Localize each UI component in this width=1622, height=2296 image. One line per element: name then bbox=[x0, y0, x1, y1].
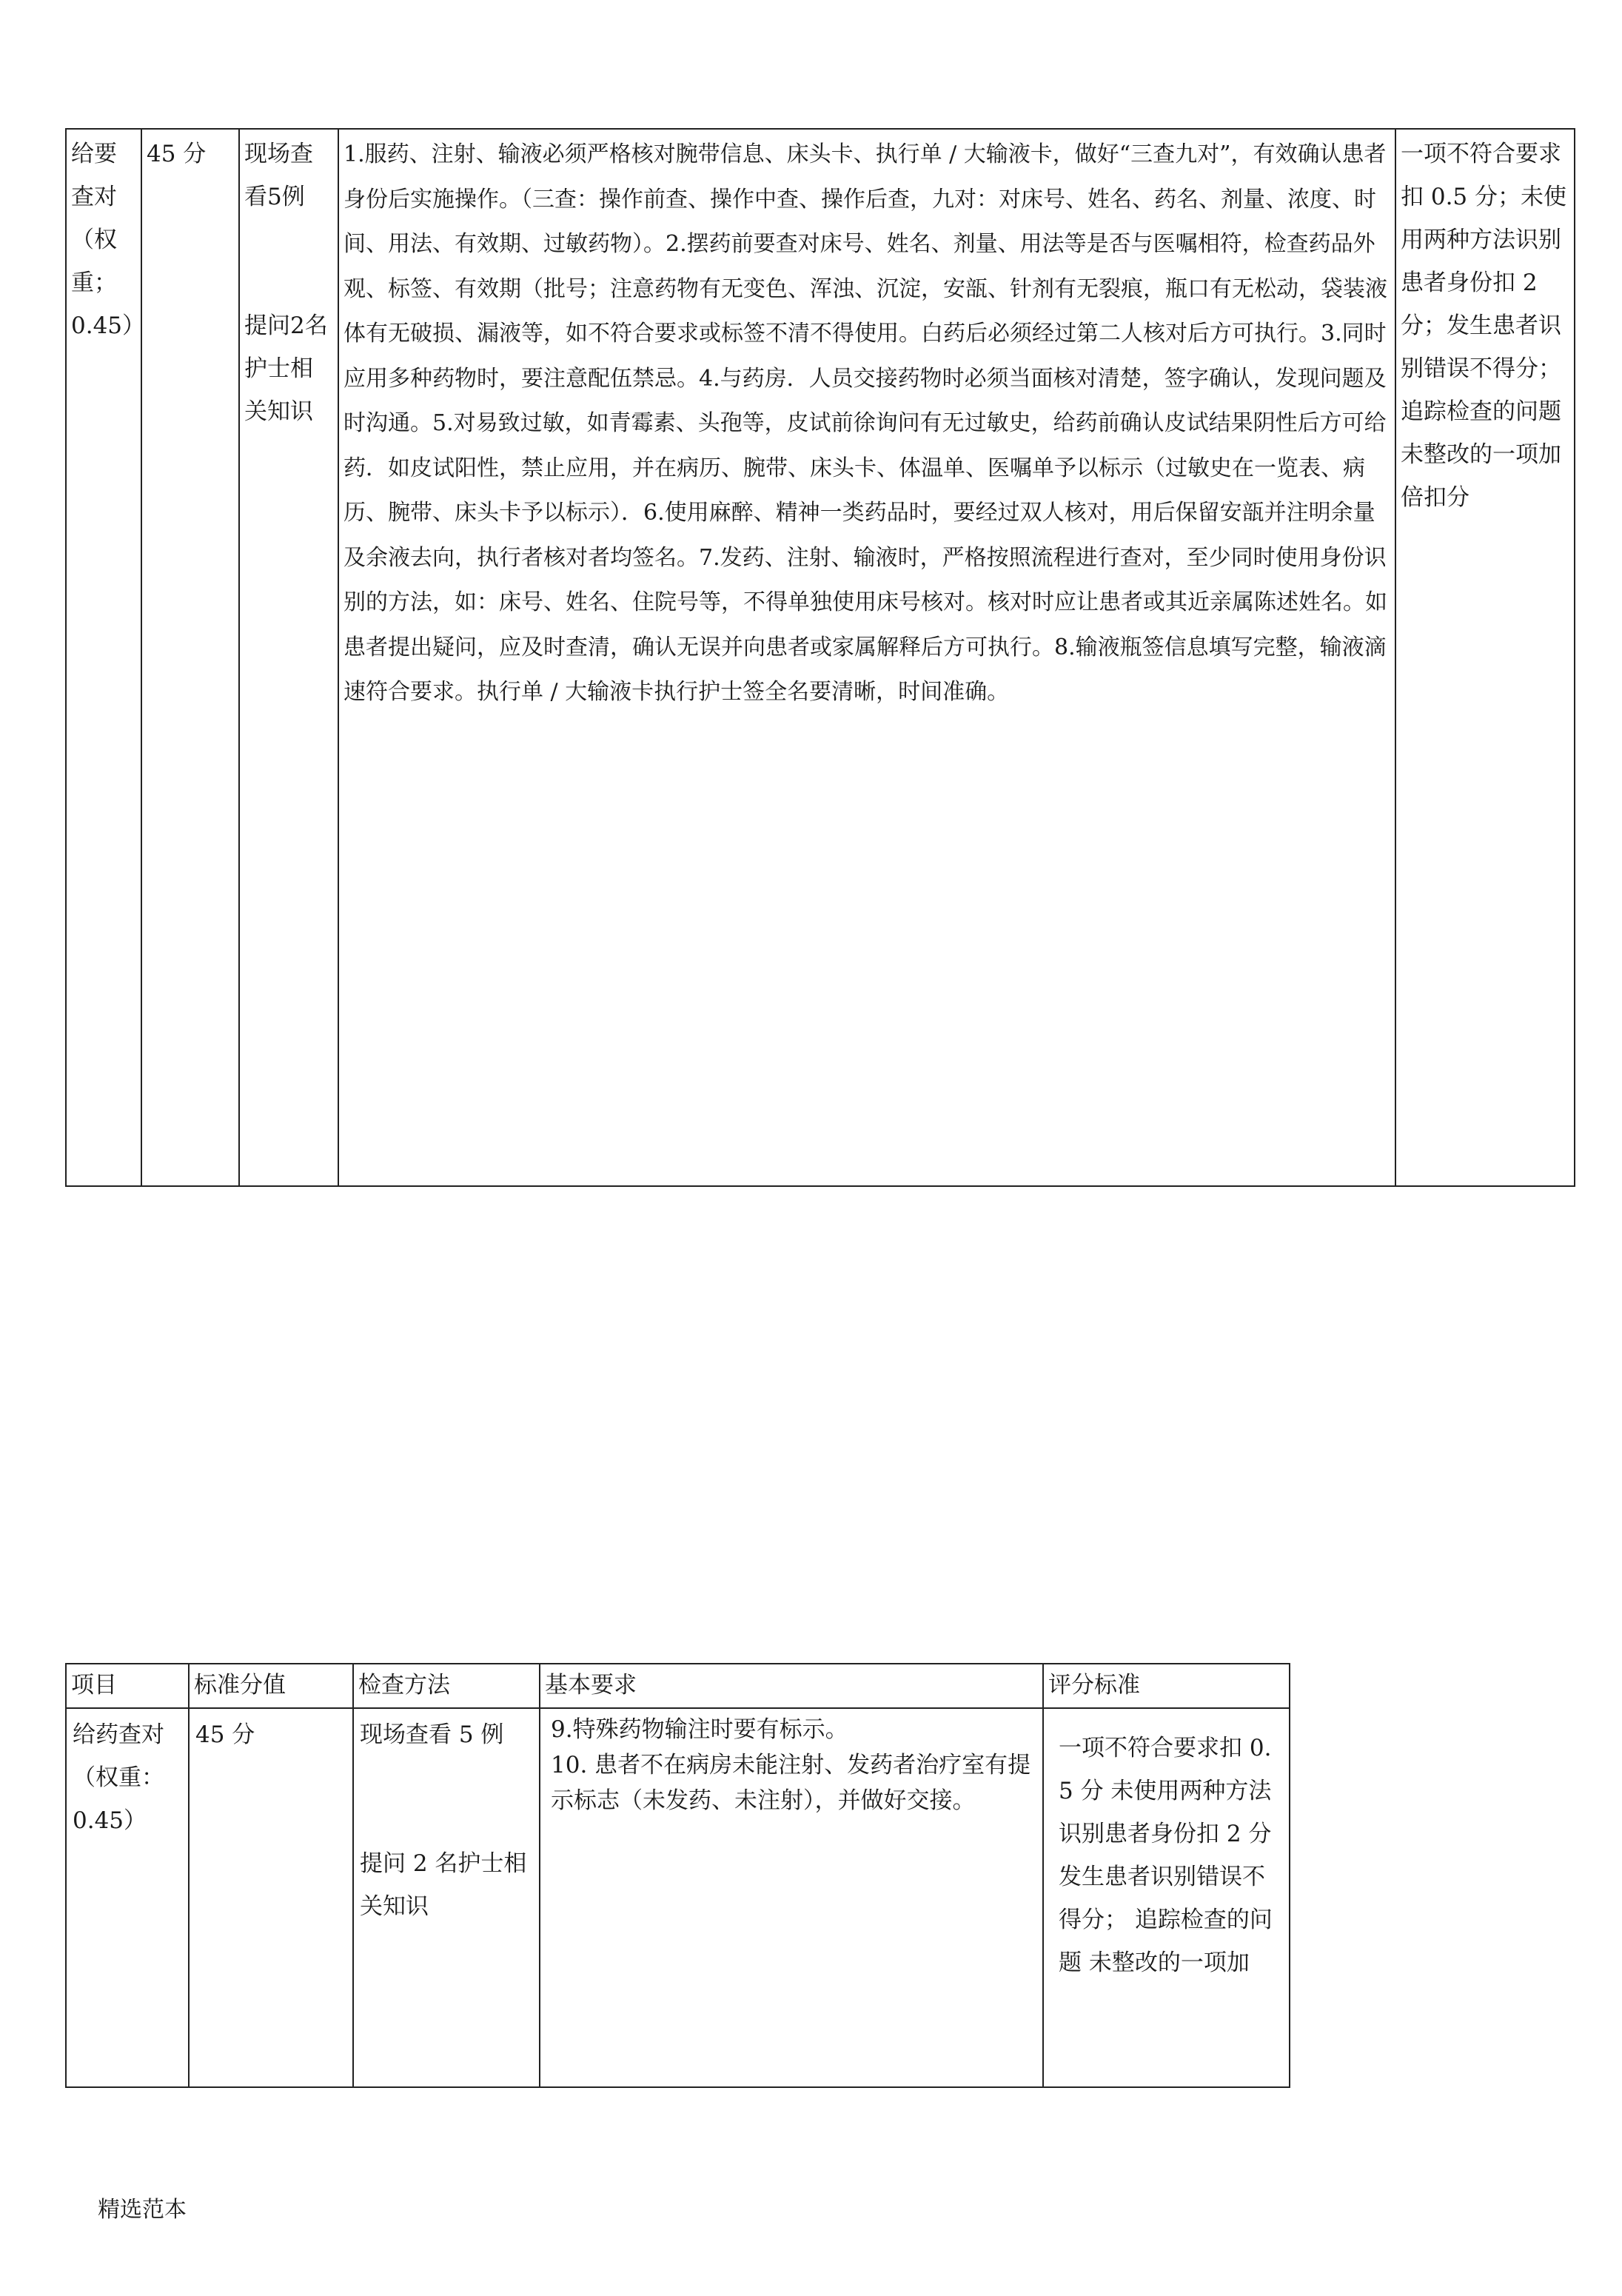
method-part-1: 现场查看5例 bbox=[244, 141, 313, 210]
assessment-table bbox=[65, 1663, 1290, 2088]
header-score: 标准分值 bbox=[189, 1664, 353, 1708]
header-scoring: 评分标准 bbox=[1043, 1664, 1290, 1708]
method-part-1: 现场查看 5 例 bbox=[360, 1721, 504, 1748]
header-requirements: 基本要求 bbox=[540, 1664, 1043, 1708]
item-text: 给要查对（权重；0.45） bbox=[71, 141, 146, 339]
method-cell bbox=[239, 129, 338, 1186]
score-text: 45 分 bbox=[147, 141, 207, 167]
assessment-table-continued bbox=[65, 128, 1575, 1187]
method-text bbox=[354, 1709, 539, 1932]
item-cell bbox=[66, 1708, 189, 2087]
method-text bbox=[240, 130, 338, 433]
item-cell bbox=[66, 129, 146, 1186]
score-cell bbox=[189, 1708, 353, 2087]
requirements-text: 1.服药、注射、输液必须严格核对腕带信息、床头卡、执行单 / 大输液卡，做好“三查九对”，有效确认患者身份后实施操作。（三查：操作前查、操作中查、操作后查，九对：对床号、姓名、药名、剂量、浓度、时间、用法、有效期、过敏药物）。2.摆药前要查对床号、姓名、剂量、用法等是否与医嘱相符，检查药品外观、标签、有效期（批号；注意药物有无变色、浑浊、沉淀，安瓿、针剂有无裂痕，瓶口有无松动，袋装液体有无破损、漏液等，如不符合要求或标签不清不得使用。白药后必须经过第二人核对后方可执行。3.同时应用多种药物时，要注意配伍禁忌。4.与药房．人员交接药物时必须当面核对清楚，签字确认，发现问题及时沟通。5.对易致过敏，如青霉素、头孢等，皮试前徐询问有无过敏史，给药前确认皮试结果阴性后方可给药．如皮试阳性，禁止应用，并在病历、腕带、床头卡、体温单、医嘱单予以标示（过敏史在一览表、病历、腕带、床头卡予以标示）．6.使用麻醉、精神一类药品时，要经过双人核对，用后保留安瓿并注明余量及余液去向，执行者核对者均签名。7.发药、注射、输液时，严格按照流程进行查对，至少同时使用身份识别的方法，如：床号、姓名、住院号等，不得单独使用床号核对。核对时应让患者或其近亲属陈述姓名。如患者提出疑问，应及时查清，确认无误并向患者或家属解释后方可执行。8.输液瓶签信息填写完整，输液滴速符合要求。执行单 / 大输液卡执行护士签全名要清晰，时间准确。 bbox=[343, 141, 1387, 705]
scoring-cell bbox=[1043, 1708, 1290, 2087]
score-cell bbox=[141, 129, 239, 1186]
scoring-text: 一项不符合要求扣 0.5 分 未使用两种方法 识别患者身份扣 2 分 发生患者识别错误不得分； 追踪检查的问题 未整改的一项加 bbox=[1059, 1735, 1273, 1976]
item-text: 给药查对（权重：0.45） bbox=[73, 1721, 164, 1834]
method-cell bbox=[353, 1708, 540, 2087]
requirement-item: 9.特殊药物输注时要有标示。 bbox=[551, 1716, 848, 1743]
score-text: 45 分 bbox=[195, 1721, 255, 1748]
requirements-cell bbox=[540, 1708, 1043, 2087]
table-row bbox=[66, 1708, 1290, 2087]
scoring-text: 一项不符合要求扣 0.5 分；未使用两种方法识别患者身份扣 2 分；发生患者识别错误不得分；追踪检查的问题未整改的一项加倍扣分 bbox=[1401, 141, 1567, 511]
method-part-2: 提问 2 名护士相关知识 bbox=[360, 1850, 527, 1920]
requirements-text bbox=[540, 1709, 1042, 1818]
header-item: 项目 bbox=[66, 1664, 189, 1708]
table-header-row bbox=[66, 1664, 1290, 1708]
header-method: 检查方法 bbox=[353, 1664, 540, 1708]
footer-text: 精选范本 bbox=[98, 2197, 187, 2223]
table-row bbox=[66, 129, 1575, 1186]
requirement-item: 10. 患者不在病房未能注射、发药者治疗室有提示标志（未发药、未注射），并做好交接。 bbox=[551, 1752, 1031, 1814]
method-part-2: 提问2名护士相关知识 bbox=[244, 312, 328, 425]
requirements-cell bbox=[338, 129, 1395, 1186]
scoring-cell bbox=[1395, 129, 1575, 1186]
